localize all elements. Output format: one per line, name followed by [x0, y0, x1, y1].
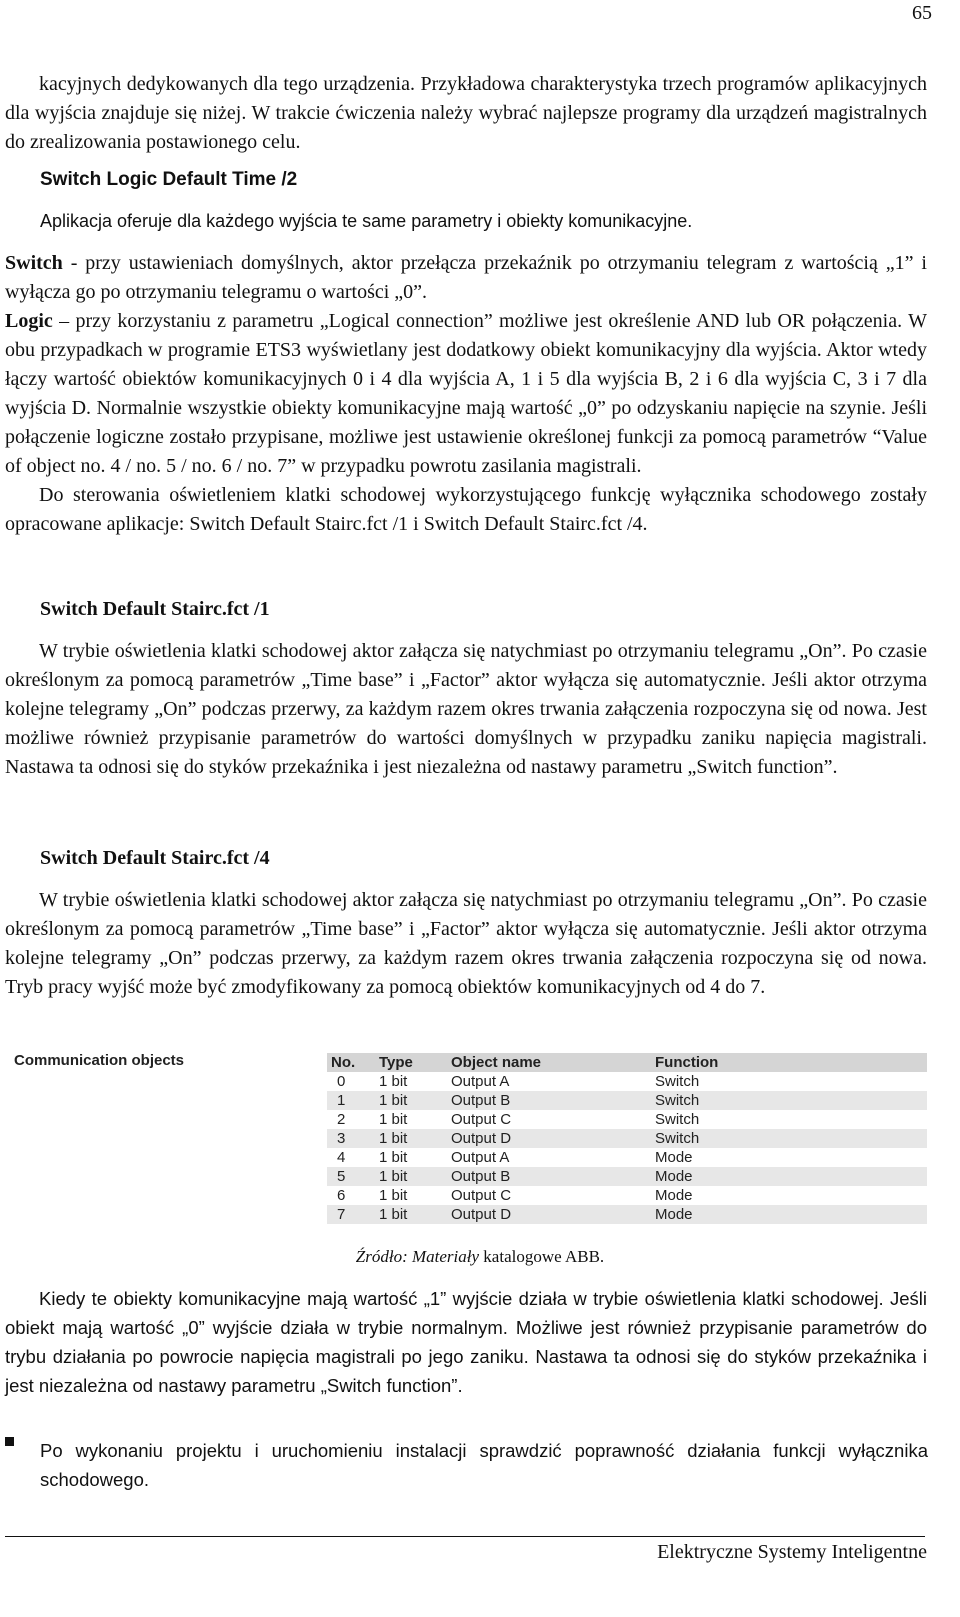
table-row — [327, 1091, 927, 1110]
cell-type: 1 bit — [375, 1186, 447, 1205]
cell-no: 4 — [327, 1148, 375, 1167]
cell-function: Mode — [651, 1167, 927, 1186]
page-number: 65 — [912, 2, 932, 24]
logic-term: Logic — [5, 310, 53, 332]
cell-object-name: Output C — [447, 1186, 651, 1205]
logic-description: – przy korzystaniu z parametru „Logical connection” możliwe jest określenie AND lub OR połączenia. W obu przypadkach w programie ETS3 wyświetlany jest dodatkowy obiekt komunikacyjny dla wyjścia. Aktor wtedy łączy wartość obiektów komunikacyjnych 0 i 4 dla wyjścia A, 1 i 5 dla wyjścia B, 2 i 6 dla wyjścia C, 3 i 7 dla wyjścia D. Normalnie wszystkie obiekty komunikacyjne mają wartość „0” po odzyskaniu napięcie na szynie. Jeśli połączenie logiczne zostało przypisane, możliwe jest ustawienie określonej funkcji za pomocą parametrów “Value of object no. 4 / no. 5 / no. 6 / no. 7” w przypadku powrotu zasilania magistrali. — [5, 310, 927, 477]
cell-type: 1 bit — [375, 1110, 447, 1129]
table-row — [327, 1148, 927, 1167]
cell-object-name: Output D — [447, 1205, 651, 1224]
cell-function: Mode — [651, 1148, 927, 1167]
cell-no: 7 — [327, 1205, 375, 1224]
switch-description: - przy ustawieniach domyślnych, aktor przełącza przekaźnik po otrzymaniu telegram z wartością „1” i wyłącza go po otrzymaniu telegramu o wartości „0”. — [5, 252, 927, 303]
communication-objects-label: Communication objects — [14, 1052, 185, 1069]
source-caption-italic: Źródło: Materiały — [355, 1247, 480, 1266]
cell-object-name: Output B — [447, 1091, 651, 1110]
logic-paragraph — [5, 307, 927, 481]
section-lead: Aplikacja oferuje dla każdego wyjścia te same parametry i obiekty komunikacyjne. — [40, 211, 693, 231]
table-row — [327, 1129, 927, 1148]
section-heading-switch-logic: Switch Logic Default Time /2 — [40, 169, 298, 190]
cell-function: Mode — [651, 1205, 927, 1224]
cell-object-name: Output A — [447, 1072, 651, 1091]
table-row — [327, 1110, 927, 1129]
cell-function: Switch — [651, 1110, 927, 1129]
cell-object-name: Output C — [447, 1110, 651, 1129]
table-header-row — [327, 1053, 927, 1072]
bullet-item-text: Po wykonaniu projektu i uruchomieniu instalacji sprawdzić poprawność działania funkcji wyłącznika schodowego. — [40, 1440, 928, 1490]
square-bullet-icon — [5, 1437, 14, 1446]
cell-no: 5 — [327, 1167, 375, 1186]
intro-text: kacyjnych dedykowanych dla tego urządzenia. Przykładowa charakterystyka trzech programów aplikacyjnych dla wyjścia znajduje się niżej. W trakcie ćwiczenia należy wybrać najlepsze programy dla urządzeń magistralnych do zrealizowania postawionego celu. — [5, 73, 927, 153]
communication-objects-table — [327, 1053, 927, 1224]
section1-body — [5, 249, 927, 539]
source-caption-rest: katalogowe ABB. — [479, 1247, 605, 1266]
cell-type: 1 bit — [375, 1091, 447, 1110]
cell-object-name: Output B — [447, 1167, 651, 1186]
footer-divider — [5, 1536, 925, 1537]
closing-paragraph — [5, 1284, 927, 1400]
cell-no: 6 — [327, 1186, 375, 1205]
table-row — [327, 1072, 927, 1091]
intro-paragraph — [5, 70, 927, 157]
section2-text: W trybie oświetlenia klatki schodowej aktor załącza się natychmiast po otrzymaniu telegramu „On”. Po czasie określonym za pomocą parametrów „Time base” i „Factor” aktor wyłącza się automatycznie. Jeśli aktor otrzyma kolejne telegramy „On” podczas przerwy, za każdym razem okres trwania załączenia rozpoczyna się od nowa. Jest możliwe również przypisanie parametrów do wartości domyślnych w przypadku zaniku napięcia magistrali. Nastawa ta odnosi się do styków przekaźnika i jest niezależna od nastawy parametru „Switch function”. — [5, 640, 927, 778]
cell-function: Switch — [651, 1072, 927, 1091]
stair-paragraph: Do sterowania oświetleniem klatki schodowej wykorzystującego funkcję wyłącznika schodowego zostały opracowane aplikacje: Switch Default Stairc.fct /1 i Switch Default Stairc.fct /4. — [5, 484, 927, 535]
section2-body — [5, 637, 927, 782]
cell-function: Switch — [651, 1091, 927, 1110]
column-header-function: Function — [651, 1053, 927, 1072]
column-header-type: Type — [375, 1053, 447, 1072]
cell-no: 3 — [327, 1129, 375, 1148]
cell-object-name: Output D — [447, 1129, 651, 1148]
cell-type: 1 bit — [375, 1148, 447, 1167]
column-header-object-name: Object name — [447, 1053, 651, 1072]
cell-type: 1 bit — [375, 1167, 447, 1186]
cell-type: 1 bit — [375, 1129, 447, 1148]
cell-function: Switch — [651, 1129, 927, 1148]
section3-text: W trybie oświetlenia klatki schodowej aktor załącza się natychmiast po otrzymaniu telegramu „On”. Po czasie określonym za pomocą parametrów „Time base” i „Factor” aktor wyłącza się automatycznie. Jeśli aktor otrzyma kolejne telegramy „On” podczas przerwy, za każdym razem okres trwania załączenia rozpoczyna się od nowa. Tryb pracy wyjść może być zmodyfikowany za pomocą obiektów komunikacyjnych od 4 do 7. — [5, 889, 927, 998]
table-row — [327, 1186, 927, 1205]
cell-no: 2 — [327, 1110, 375, 1129]
section-heading-stairc-1: Switch Default Stairc.fct /1 — [40, 598, 270, 620]
cell-function: Mode — [651, 1186, 927, 1205]
cell-object-name: Output A — [447, 1148, 651, 1167]
footer-title: Elektryczne Systemy Inteligentne — [657, 1541, 927, 1563]
source-caption — [0, 1247, 960, 1267]
switch-term: Switch — [5, 252, 63, 274]
section3-body — [5, 886, 927, 1002]
table-row — [327, 1167, 927, 1186]
cell-type: 1 bit — [375, 1072, 447, 1091]
section-heading-stairc-4: Switch Default Stairc.fct /4 — [40, 847, 270, 869]
column-header-no: No. — [327, 1053, 375, 1072]
table-row — [327, 1205, 927, 1224]
cell-no: 0 — [327, 1072, 375, 1091]
switch-paragraph — [5, 249, 927, 307]
cell-type: 1 bit — [375, 1205, 447, 1224]
closing-text: Kiedy te obiekty komunikacyjne mają wartość „1” wyjście działa w trybie oświetlenia klatki schodowej. Jeśli obiekt mają wartość „0” wyjście działa w trybie normalnym. Możliwe jest również przypisanie parametrów do trybu działania po powrocie napięcia magistrali po jego zaniku. Nastawa ta odnosi się do styków przekaźnika i jest niezależna od nastawy parametru „Switch function”. — [5, 1288, 927, 1396]
cell-no: 1 — [327, 1091, 375, 1110]
